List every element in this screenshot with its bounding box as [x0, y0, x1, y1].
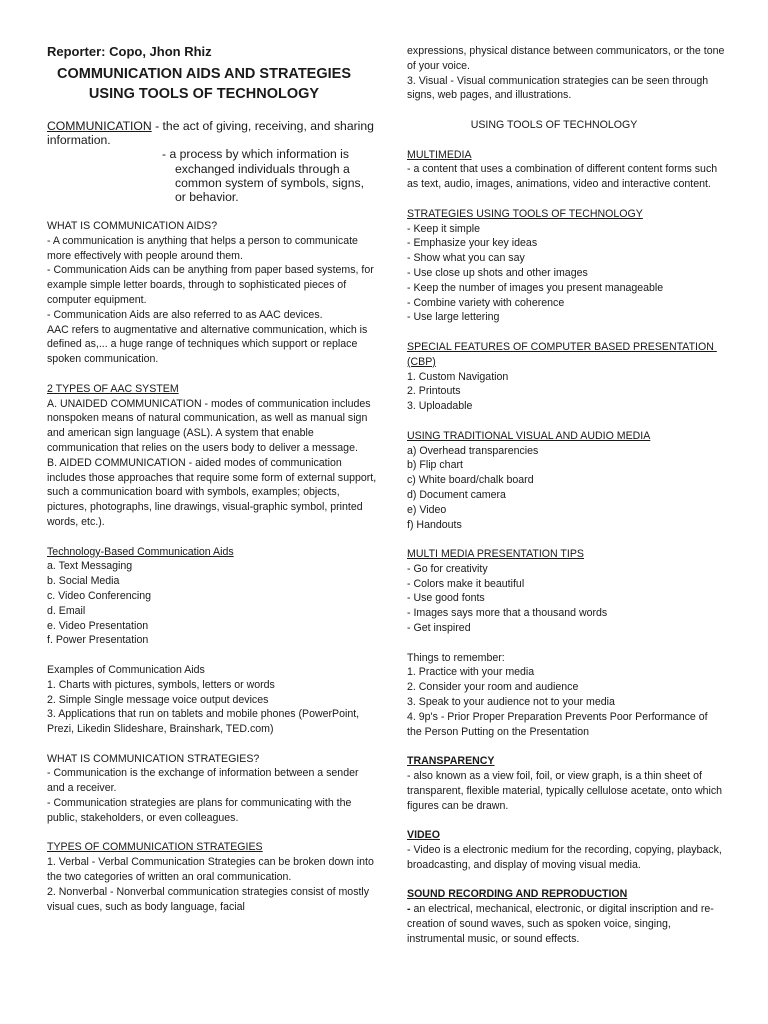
- list-item: a. Text Messaging: [47, 560, 133, 573]
- list-item: a) Overhead transparencies: [407, 444, 539, 457]
- tech-aids-heading: Technology-Based Communication Aids: [47, 545, 234, 558]
- title-line-2: USING TOOLS OF TECHNOLOGY: [88, 86, 320, 102]
- verbal-number: 1.: [47, 856, 59, 869]
- transparency-paragraph: - also known as a view foil, foil, or view graph, is a thin sheet of transparent, flexible material, typically cellulose acetate, onto which figures can be drawn.: [407, 770, 725, 812]
- traditional-media-heading: USING TRADITIONAL VISUAL AND AUDIO MEDIA: [407, 429, 651, 442]
- list-item: - Combine variety with coherence: [407, 296, 565, 309]
- list-item: - Get inspired: [407, 622, 471, 635]
- strategies-tools-heading: STRATEGIES USING TOOLS OF TECHNOLOGY: [407, 207, 643, 220]
- list-item: 2. Simple Single message voice output devices: [47, 693, 269, 706]
- nonverbal-item: [47, 885, 377, 915]
- aids-paragraph-1: - A communication is anything that helps a person to communicate more effectively with people around them.: [47, 234, 361, 262]
- list-item: 1. Charts with pictures, symbols, letters or words: [47, 678, 275, 691]
- definition-meaning-2a: - a process by which information is: [162, 147, 349, 162]
- multimedia-paragraph: - a content that uses a combination of different content forms such as text, audio, images, animations, video and interactive content.: [407, 163, 721, 191]
- types-heading: 2 TYPES OF AAC SYSTEM: [47, 382, 179, 395]
- examples-heading: Examples of Communication Aids: [47, 663, 205, 676]
- visual-item: [407, 74, 725, 104]
- definition-line-1: [47, 119, 377, 147]
- list-item: c. Video Conferencing: [47, 589, 152, 602]
- verbal-item: [47, 855, 377, 885]
- aids-paragraph-2: - Communication Aids can be anything from paper based systems, for example simple letter boards, through to sophisticated pieces of computer equipment.: [47, 264, 377, 306]
- list-item: 3. Applications that run on tablets and mobile phones (PowerPoint, Prezi, Likedin Slideshare, Brainshark, TED.com): [47, 708, 363, 736]
- list-item: 3. Speak to your audience not to your media: [407, 696, 615, 709]
- transparency-heading: TRANSPARENCY: [407, 755, 495, 768]
- list-item: - Use large lettering: [407, 311, 500, 324]
- definition-term: COMMUNICATION: [47, 119, 152, 133]
- list-item: f) Handouts: [407, 518, 462, 531]
- strategies-paragraph-2: - Communication strategies are plans for communicating with the public, stakeholders, or even colleagues.: [47, 797, 355, 824]
- strategies-paragraph-1: - Communication is the exchange of information between a sender and a receiver.: [47, 767, 362, 795]
- remember-heading: Things to remember:: [407, 651, 505, 664]
- nonverbal-text: - Nonverbal communication strategies consist of mostly visual cues, such as body language, facial: [47, 885, 373, 913]
- verbal-text: - Verbal Communication Strategies can be broken down into the two categories of written an oral communication.: [47, 856, 377, 884]
- list-item: d) Document camera: [407, 488, 506, 501]
- list-item: - Use good fonts: [407, 592, 485, 605]
- right-column: [407, 44, 728, 947]
- types-unaided: A. UNAIDED COMMUNICATION - modes of communication includes nonspoken means of natural communication, as well as manual sign and american sign language (ASL). A system that enable communication that relies on the users body to deliver a message.: [47, 397, 374, 454]
- sound-heading: SOUND RECORDING AND REPRODUCTION: [407, 888, 628, 901]
- sound-dash: -: [407, 903, 411, 916]
- list-item: 2. Consider your room and audience: [407, 681, 579, 694]
- list-item: - Use close up shots and other images: [407, 266, 588, 279]
- list-item: e. Video Presentation: [47, 619, 149, 632]
- tools-heading: USING TOOLS OF TECHNOLOGY: [470, 118, 638, 131]
- list-item: f. Power Presentation: [47, 634, 149, 647]
- aac-term: AAC: [47, 323, 69, 336]
- list-item: d. Email: [47, 604, 86, 617]
- cbp-heading: SPECIAL FEATURES OF COMPUTER BASED PRESENTATION (CBP): [407, 340, 717, 368]
- visual-term: Visual: [418, 74, 448, 87]
- list-item: - Show what you can say: [407, 252, 525, 265]
- nonverbal-continuation: expressions, physical distance between communicators, or the tone of your voice.: [407, 45, 728, 72]
- sound-text: an electrical, mechanical, electronic, or digital inscription and re-creation of sound waves, such as spoken voice, singing, instrumental music, or sound effects.: [407, 903, 714, 945]
- nonverbal-term: Nonverbal: [58, 885, 108, 898]
- list-item: b) Flip chart: [407, 459, 463, 472]
- types-aided: B. AIDED COMMUNICATION - aided modes of communication includes those approaches that require some form of external support, such a communication board with symbols, examples; objects, pictures, photographs, line drawings, visual-graphic symbol, printed words, etc.).: [47, 456, 380, 528]
- list-item: e) Video: [407, 503, 447, 516]
- reporter-line: Reporter: Copo, Jhon Rhiz: [47, 44, 212, 59]
- list-item: b. Social Media: [47, 575, 120, 588]
- title-line-1: COMMUNICATION AIDS AND STRATEGIES: [56, 66, 352, 82]
- list-item: - Images says more that a thousand words: [407, 607, 608, 620]
- aac-definition: refers to augmentative and alternative communication, which is defined as,... a huge range of techniques which support or replace spoken communication.: [47, 323, 371, 366]
- definition-meaning-1: - the act of giving, receiving, and sharing information.: [47, 119, 374, 148]
- page-title: [47, 64, 361, 104]
- list-item: c) White board/chalk board: [407, 474, 534, 487]
- aids-paragraph-3: - Communication Aids are also referred to as AAC devices.: [47, 308, 323, 321]
- video-paragraph: - Video is a electronic medium for the recording, copying, playback, broadcasting, and display of moving visual media.: [407, 844, 725, 871]
- list-item: - Emphasize your key ideas: [407, 237, 538, 250]
- verbal-term: Verbal: [58, 856, 89, 869]
- video-heading: VIDEO: [407, 829, 440, 842]
- aac-paragraph: [47, 323, 377, 367]
- list-item: 2. Printouts: [407, 385, 461, 398]
- list-item: 1. Custom Navigation: [407, 370, 509, 383]
- list-item: 1. Practice with your media: [407, 666, 535, 679]
- visual-number: 3.: [407, 74, 419, 87]
- list-item: - Keep it simple: [407, 222, 481, 235]
- strategy-types-heading: TYPES OF COMMUNICATION STRATEGIES: [47, 841, 263, 854]
- tips-heading: MULTI MEDIA PRESENTATION TIPS: [407, 548, 584, 561]
- strategies-heading: WHAT IS COMMUNICATION STRATEGIES?: [47, 752, 260, 765]
- definition-meaning-2b: exchanged individuals through a common system of symbols, signs, or behavior.: [175, 161, 364, 205]
- sound-paragraph: [407, 902, 725, 946]
- multimedia-heading: MULTIMEDIA: [407, 148, 472, 161]
- left-column: [47, 219, 380, 914]
- visual-text: - Visual communication strategies can be seen through signs, web pages, and illustrations.: [407, 74, 712, 102]
- list-item: - Go for creativity: [407, 562, 488, 575]
- list-item: 3. Uploadable: [407, 400, 473, 413]
- definition-block: [47, 119, 377, 204]
- definition-meaning-2: [162, 147, 377, 204]
- nonverbal-number: 2.: [47, 885, 59, 898]
- aids-heading: WHAT IS COMMUNICATION AIDS?: [47, 220, 218, 232]
- list-item: - Keep the number of images you present manageable: [407, 281, 664, 294]
- list-item: - Colors make it beautiful: [407, 577, 525, 590]
- list-item: 4. 9p's - Prior Proper Preparation Prevents Poor Performance of the Person Putting on the Presentation: [407, 710, 711, 738]
